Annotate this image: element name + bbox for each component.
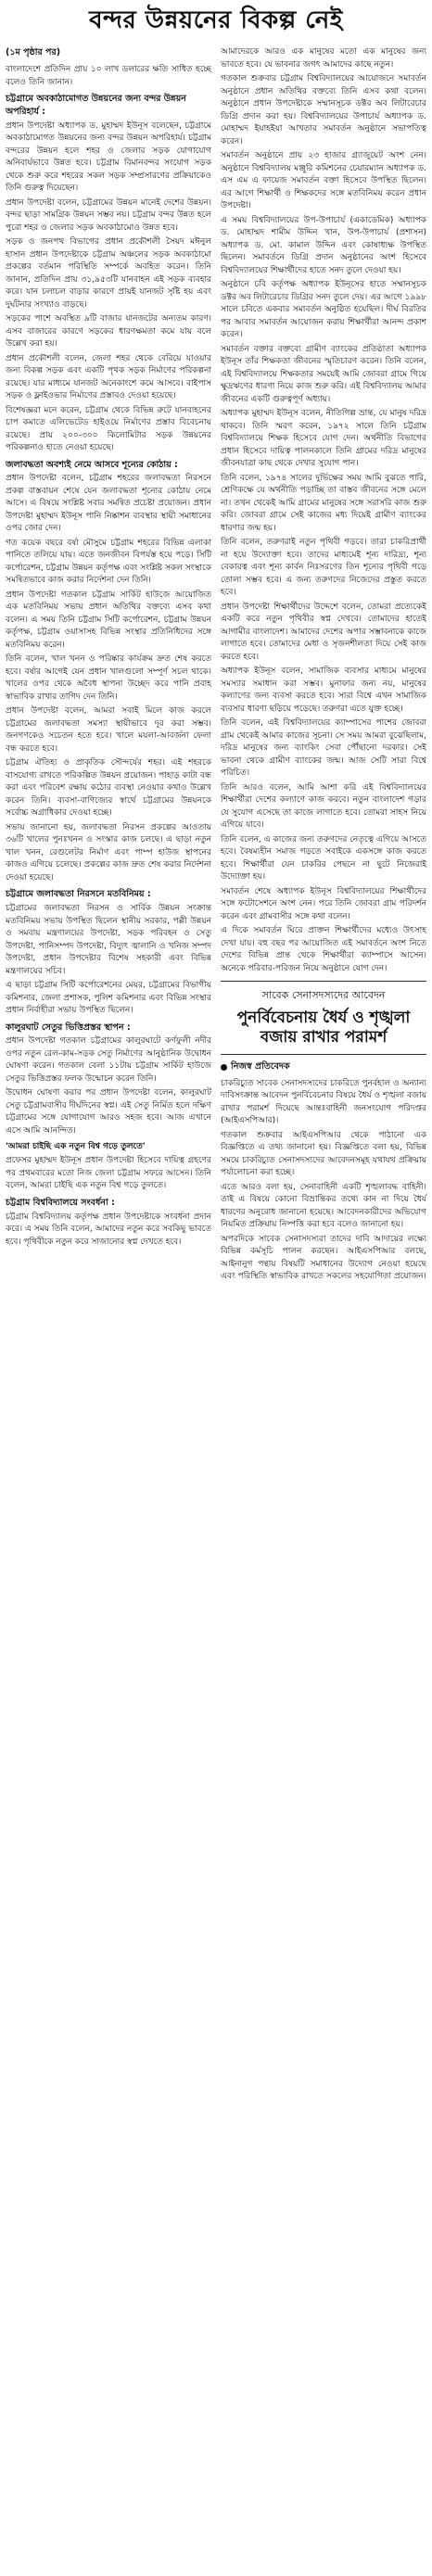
paragraph: সভায় জানানো হয়, জলাবদ্ধতা নিরসন প্রকল্পের আওতায় ৩৬টি খালের পুনঃখনন ও সংস্কার কাজ চলছে। এ ছাড়া নতুন খাল খনন, রেগুলেটর নির্মাণ এবং পাম্প হাউজ স্থাপনের কাজও এগিয়ে চলেছে। প্রকল্পের কাজ দ্রুত শেষ করার নির্দেশনা দেওয়া হয়েছে। [6, 822, 211, 882]
paragraph: প্রধান উপদেষ্টা গতকাল চট্টগ্রাম সার্কিট হাউজে আয়োজিত এক মতবিনিময় সভায় প্রধান অতিথির বক্তব্যে এসব কথা বলেন। এ সময় তিনি চট্টগ্রাম সিটি কর্পোরেশন, চট্টগ্রাম উন্নয়ন কর্তৃপক্ষ, চট্টগ্রাম ওয়াসাসহ বিভিন্ন সংস্থার প্রতিনিধিদের সঙ্গে মতবিনিময় করেন। [6, 590, 211, 650]
paragraph: প্রধান উপদেষ্টা বলেন, চট্টগ্রাম শহরের জলাবদ্ধতা নিরসনে প্রকল্প বাস্তবায়ন শেষে যেন জলাবদ্ধতা শূন্যের কোঠায় নেমে আসে। এ বিষয়ে সংশ্লিষ্ট সবার সমন্বিত প্রচেষ্টা প্রয়োজন। প্রধান উপদেষ্টা মুহাম্মদ ইউনূস পানি নিষ্কাশন ব্যবস্থার স্থায়ী সমাধানের ওপর জোর দেন। [6, 474, 211, 534]
subheading: চট্টগ্রামে অবকাঠামোগত উন্নয়নের জন্য বন্দর উন্নয়ন অপরিহার্য : [6, 94, 186, 117]
paragraph: প্রধান উপদেষ্টা অধ্যাপক ড. মুহাম্মদ ইউনূস বলেছেন, চট্টগ্রামে অবকাঠামোগত উন্নয়নের জন্য বন্দর উন্নয়ন অপরিহার্য। চট্টগ্রাম বন্দরের উন্নয়ন হলে শহর ও জেলার সড়ক যোগাযোগ অনিবার্যভাবে উন্নত হবে। চট্টগ্রাম বিমানবন্দর সংযোগ সড়ক থেকে শুরু করে শহরের সকল সড়ক সম্প্রসারণের প্রক্রিয়াকেও তিনি গুরুত্ব দিয়েছেন। [6, 121, 211, 194]
paragraph: অধ্যাপক মুহাম্মদ ইউনূস বলেন, নীতিগিল্প ভ্রান্ত, যে মানুষ দরিদ্র থাকবে। তিনি স্মরণ করেন, ১৯৭২ সালে তিনি চট্টগ্রাম বিশ্ববিদ্যালয়ে শিক্ষক হিসেবে যোগ দেন। অর্থনীতি বিভাগের প্রধান হিসেবে দায়িত্ব পালনকালে তিনি গ্রামের দরিদ্র মানুষের জীবনযাত্রা কাছ থেকে দেখার সুযোগ পান। [221, 409, 426, 468]
secondary-story [221, 1078, 426, 1284]
paragraph: তিনি বলেন, এই বিশ্ববিদ্যালয়ের ক্যাম্পাসের পাশের জোবরা গ্রাম থেকেই আমার কাজের সূচনা। সে সময় আমরা বুঝেছিলাম, দরিদ্র মানুষের জন্য ব্যাংকিং সেবা পৌঁছানো দরকার। সেই ভাবনা থেকে গ্রামীণ ব্যাংকের জন্ম। আজ সেটি সারা বিশ্বে পরিচিত। [221, 718, 426, 778]
paragraph: সড়কের পাশে অবস্থিত ৯টি বাজার যানজটের অন্যতম কারণ। এসব বাজারের কারণে সড়কের ধারণক্ষমতা কমে যায় বলে উল্লেখ করা হয়। [6, 314, 211, 349]
paragraph: প্রধান প্রকৌশলী বলেন, জেলা শহর থেকে বেরিয়ে যাওয়ার জন্য বিকল্প সড়ক এবং একটি পৃথক সড়ক নির্মাণের পরিকল্পনা রয়েছে। যার মাধ্যমে যানজট অনেকাংশে কমে আসবে। বাইপাস সড়ক ও ফ্লাইওভার নির্মাণের প্রস্তাবও দেওয়া হয়েছে। [6, 353, 211, 401]
paragraph: চাকরিচ্যুত সাবেক সেনাসদস্যদের চাকরিতে পুনর্বহাল ও অন্যান্য দাবিসংক্রান্ত আবেদন পুনর্বিবেচনার বিষয়ে ধৈর্য ও শৃঙ্খলা বজায় রাখার পরামর্শ দিয়েছে আন্তঃবাহিনী জনসংযোগ পরিদপ্তর (আইএসপিআর)। [221, 1078, 426, 1125]
paragraph: সমাবর্তন বক্তার বক্তব্যে গ্রামীণ ব্যাংকের প্রতিষ্ঠাতা অধ্যাপক ইউনূস তাঁর শিক্ষকতা জীবনের স্মৃতিচারণ করেন। তিনি বলেন, এই বিশ্ববিদ্যালয়ে শিক্ষকতার সময়েই আমি জোবরা গ্রামে গিয়ে ক্ষুদ্রঋণের ধারণা নিয়ে কাজ শুরু করি। এই বিশ্ববিদ্যালয় আমার জীবনের একটি গুরুত্বপূর্ণ অধ্যায়। [221, 344, 426, 404]
paragraph: তিনি বলেন, ১৯৭৪ সালের দুর্ভিক্ষের সময় আমি বুঝতে পারি, শ্রেণিকক্ষে যে অর্থনীতি পড়াচ্ছি তা বাস্তব জীবনের সঙ্গে মেলে না। তখন থেকেই আমি গ্রামের মানুষের সঙ্গে সরাসরি কাজ শুরু করি। জোবরা গ্রামে সেই কাজের মধ্য দিয়েই গ্রামীণ ব্যাংকের ধারণার জন্ম হয়। [221, 473, 426, 533]
paragraph: প্রধান উপদেষ্টা গতকাল চট্টগ্রামের কালুরঘাটে কর্ণফুলী নদীর ওপর নতুন রেল-কাম-সড়ক সেতু নির্মাণের আনুষ্ঠানিক উদ্বোধন ঘোষণা করেন। গতকাল বেলা ১১টায় চট্টগ্রাম সার্কিট হাউজে সেতুর ভিত্তিপ্রস্তর ফলক উন্মোচন করেন তিনি। [6, 1036, 211, 1084]
continued-note: (১ম পৃষ্ঠার পর) [6, 47, 61, 57]
secondary-kicker: সাবেক সেনাসদস্যদের আবেদন [261, 989, 386, 1001]
paragraph: গতকাল শুক্রবার চট্টগ্রাম বিশ্ববিদ্যালয়ের আয়োজনে সমাবর্তন অনুষ্ঠানে প্রধান অতিথির বক্তব্যে তিনি এসব কথা বলেন। অনুষ্ঠানে প্রধান উপদেষ্টাকে সম্মানসূচক ডক্টর অব লিটারেচার ডিগ্রি প্রদান করা হয়। বিশ্ববিদ্যালয়ের উপাচার্য অধ্যাপক ড. মোহাম্মদ ইয়াহইয়া আখতার সমাবর্তন অনুষ্ঠানে সভাপতিত্ব করেন। [221, 74, 426, 146]
paragraph: সড়ক ও জনপথ বিভাগের প্রধান প্রকৌশলী সৈয়দ মঈনুল হাসান প্রধান উপদেষ্টাকে চট্টগ্রাম অঞ্চলের সড়ক অবকাঠামো প্রকল্পের বর্তমান পরিস্থিতি সম্পর্কে অবহিত করেন। তিনি জানান, প্রতিদিন প্রায় ৩১,৯৫৩টি যানবাহন এই সড়ক ব্যবহার করে। যান চলাচল বাড়ার কারণে প্রায়ই যানজট সৃষ্টি হয় এবং দুর্ঘটনার সংখ্যাও বাড়ছে। [6, 237, 211, 310]
right-column [221, 46, 426, 2570]
byline-text: নিজস্ব প্রতিবেদক [231, 1060, 290, 1072]
paragraph: এ দিকে সমাবর্তন ঘিরে প্রাক্তন শিক্ষার্থীদের মধ্যেও উৎসাহ দেখা যায়। বহু বছর পর আয়োজিত এই সমাবর্তনে অংশ নিতে দেশের বিভিন্ন প্রান্ত থেকে শিক্ষার্থীরা ক্যাম্পাসে আসেন। অনেকে পরিবার-পরিজন নিয়ে অনুষ্ঠানে যোগ দেন। [221, 926, 426, 973]
article-columns [6, 46, 426, 2570]
paragraph: প্রফেসর মুহাম্মদ ইউনূস প্রধান উপদেষ্টা হিসেবে দায়িত্ব গ্রহণের পর প্রথমবারের মতো নিজ জেলা চট্টগ্রাম সফরে আসেন। তিনি বলেন, আমরা চাইছি এক নতুন বিশ্ব গড়ে তুলতে। [6, 1156, 211, 1191]
secondary-headline-box [221, 981, 426, 1055]
paragraph: চট্টগ্রাম বিশ্ববিদ্যালয় কর্তৃপক্ষ প্রধান উপদেষ্টাকে সংবর্ধনা প্রদান করে। এ সময় তিনি বলেন, আমাদের নতুন করে সবকিছু ভাবতে হবে। পৃথিবীকে নতুন করে সাজানোর স্বপ্ন দেখতে হবে। [6, 1212, 211, 1247]
paragraph: তিনি আরও বলেন, আমি আশা করি এই বিশ্ববিদ্যালয়ের শিক্ষার্থীরা দেশের কল্যাণে কাজ করবে। নতুন বাংলাদেশ গড়ার যে সুযোগ এসেছে তা কাজে লাগাতে হবে। তোমরা সাহস নিয়ে এগিয়ে যাবে। [221, 782, 426, 830]
main-headline: বন্দর উন্নয়নের বিকল্প নেই [89, 6, 343, 34]
paragraph: চট্টগ্রাম ঐতিহ্য ও প্রাকৃতিক সৌন্দর্যের শহর। এই শহরকে বাসযোগ্য রাখতে পরিকল্পিত উন্নয়ন প্রয়োজন। পাহাড় কাটা বন্ধ করা এবং পরিবেশ রক্ষায় কঠোর ব্যবস্থা নেওয়ার কথাও উল্লেখ করেন তিনি। ব্যবসা-বাণিজ্যের স্বার্থে চট্টগ্রামের উন্নয়নকে সর্বোচ্চ অগ্রাধিকার দেওয়া হচ্ছে। [6, 758, 211, 818]
paragraph: গতকাল শুক্রবার আইএসপিআর থেকে পাঠানো এক বিজ্ঞপ্তিতে এ তথ্য জানানো হয়। বিজ্ঞপ্তিতে বলা হয়, বিভিন্ন সময়ে চাকরিচ্যুত সেনাসদস্যদের আবেদনসমূহ যথাযথ প্রক্রিয়ায় পর্যালোচনা করা হচ্ছে। [221, 1130, 426, 1177]
paragraph: তিনি বলেন, তরুণরাই নতুন পৃথিবী গড়বে। তারা চাকরিপ্রার্থী না হয়ে উদ্যোক্তা হবে। তাদের মাধ্যমেই শূন্য দারিদ্র্য, শূন্য বেকারত্ব এবং শূন্য কার্বন নিঃসরণের তিন শূন্যের পৃথিবী গড়ে তোলা সম্ভব হবে। এ জন্য তরুণদের নিজেদের প্রস্তুত করতে হবে। [221, 538, 426, 597]
subheading: জলাবদ্ধতা অবশ্যই নেমে আসবে শূন্যের কোঠায় : [6, 459, 178, 470]
paragraph: সমাবর্তন শেষে অধ্যাপক ইউনূস বিশ্ববিদ্যালয়ের শিক্ষার্থীদের সঙ্গে ফটোসেশনে অংশ নেন। পরে তিনি জোবরা গ্রাম পরিদর্শন করেন এবং গ্রামবাসীর সঙ্গে কথা বলেন। [221, 886, 426, 921]
paragraph: প্রধান উপদেষ্টা শিক্ষার্থীদের উদ্দেশে বলেন, তোমরা প্রত্যেকেই একটি করে নতুন পৃথিবীর স্বপ্ন দেখবে। তোমাদের হাতেই আগামীর বাংলাদেশ। আমাদের দেশের অপার সম্ভাবনাকে কাজে লাগাতে হবে। তোমাদের মেধা ও সৃজনশীলতা দিয়ে সেই কাজ করতে হবে। [221, 602, 426, 662]
paragraph: সমাবর্তন অনুষ্ঠানে প্রায় ২৩ হাজার গ্র্যাজুয়েট অংশ নেন। অনুষ্ঠানে বিশ্ববিদ্যালয় মঞ্জুরি কমিশনের চেয়ারম্যান অধ্যাপক ড. এস এম এ ফায়েজ সমাবর্তন বক্তা হিসেবে উপস্থিত ছিলেন। এর আগে শিক্ষার্থী ও শিক্ষকদের সঙ্গে মতবিনিময় করেন প্রধান উপদেষ্টা। [221, 151, 426, 210]
paragraph: উদ্বোধন ঘোষণা করার পর প্রধান উপদেষ্টা বলেন, কালুরঘাট সেতু চট্টগ্রামবাসীর দীর্ঘদিনের স্বপ্ন। এই সেতু নির্মিত হলে দক্ষিণ চট্টগ্রামের সঙ্গে যোগাযোগ আরও সহজ হবে। আজ এখানে এসে আমি আনন্দিত। [6, 1088, 211, 1136]
paragraph: চট্টগ্রামের জলাবদ্ধতা নিরসন ও সার্বিক উন্নয়ন সংক্রান্ত মতবিনিময় সভায় উপস্থিত ছিলেন স্থানীয় সরকার, পল্লী উন্নয়ন ও সমবায় মন্ত্রণালয়ের উপদেষ্টা, সড়ক পরিবহন ও সেতু উপদেষ্টা, পানিসম্পদ উপদেষ্টা, বিদ্যুৎ জ্বালানি ও খনিজ সম্পদ উপদেষ্টা, প্রধান উপদেষ্টার বিশেষ সহকারী এবং বিভিন্ন মন্ত্রণালয়ের সচিব। [6, 904, 211, 976]
paragraph: গত কয়েক বছরে বর্ষা মৌসুমে চট্টগ্রাম শহরের বিভিন্ন এলাকা পানিতে তলিয়ে যায়। এতে জনজীবন বিপর্যস্ত হয়ে পড়ে। সিটি কর্পোরেশন, চট্টগ্রাম উন্নয়ন কর্তৃপক্ষ এবং সংশ্লিষ্ট সকল সংস্থাকে সমন্বিতভাবে কাজ করার নির্দেশনা দেন তিনি। [6, 538, 211, 586]
bullet-icon [221, 1064, 227, 1071]
paragraph: অপরদিকে সাবেক সেনাসদস্যরা তাদের দাবি আদায়ের লক্ষ্যে বিভিন্ন কর্মসূচি পালন করছেন। আইএসপিআর বলছে, আইনানুগ পন্থায় বিষয়টি সমাধানের উদ্যোগ নেওয়া হয়েছে এবং পরিস্থিতি স্বাভাবিক রাখতে সকলের সহযোগিতা প্রয়োজন। [221, 1234, 426, 1281]
newspaper-page [0, 6, 432, 2576]
paragraph: অধ্যাপক ইউনূস বলেন, সামাজিক ব্যবসার মাধ্যমে মানুষের সমস্যার সমাধান করা সম্ভব। মুনাফার জন্য নয়, মানুষের কল্যাণের জন্য ব্যবসা করতে হবে। সারা বিশ্বে এখন সামাজিক ব্যবসার ধারণা ছড়িয়ে পড়েছে। তরুণরা এতে যুক্ত হচ্ছে। [221, 666, 426, 714]
byline [221, 1060, 426, 1074]
left-column [6, 46, 211, 2570]
paragraph: এতে আরও বলা হয়, সেনাবাহিনী একটি শৃঙ্খলাবদ্ধ বাহিনী। তাই এ বিষয়ে কোনো বিভ্রান্তিকর তথ্যে কান না দিয়ে ধৈর্য ধারণের অনুরোধ জানানো হয়েছে। আবেদনকারীদের অভিযোগ নিয়মিত প্রক্রিয়ায় নিষ্পত্তি করা হবে বলেও জানানো হয়। [221, 1182, 426, 1229]
paragraph: আমাদেরকে আরও এক মানুষের মতো এক মানুষের জন্য ভাবতে হবে। যে ভাবনার জগৎ আমাদের কাছে নতুন। [221, 47, 426, 70]
paragraph: বাংলাদেশে প্রতিদিন প্রায় ১০ লাখ ডলারের ক্ষতি সাধিত হচ্ছে বলেও তিনি জানান। [6, 65, 211, 87]
subheading: চট্টগ্রাম বিশ্ববিদ্যালয়ে সংবর্ধনা : [6, 1197, 115, 1208]
paragraph: এ সময় বিশ্ববিদ্যালয়ের উপ-উপাচার্য (একাডেমিক) অধ্যাপক ড. মোহাম্মদ শামীম উদ্দিন খান, উপ-উপাচার্য (প্রশাসন) অধ্যাপক ড. মো. কামাল উদ্দিন এবং কোষাধ্যক্ষ উপস্থিত ছিলেন। সমাবর্তনে ডিগ্রি প্রদান অনুষ্ঠানের অংশ হিসেবে বিশ্ববিদ্যালয়ের শিক্ষার্থীদের হাতে সনদ তুলে দেওয়া হয়। [221, 215, 426, 275]
paragraph: তিনি বলেন, এ কাজের জন্য তরুণদের নেতৃত্বে এগিয়ে আসতে হবে। বৈষম্যহীন সমাজ গড়তে সবাইকে একসঙ্গে কাজ করতে হবে। শিক্ষার্থীরা যেন চাকরির পেছনে না ছুটে নিজেরাই উদ্যোক্তা হয়। [221, 834, 426, 882]
paragraph: বিশেষজ্ঞরা মনে করেন, চট্টগ্রাম থেকে বিভিন্ন রুটে যানবাহনের চাপ কমাতে এলিভেটেড হাইওয়ে নির্মাণের প্রস্তাব বিবেচনায় রয়েছে। প্রায় ২০০-৩০০ কিলোমিটার সড়ক উন্নয়নের পরিকল্পনাও হাতে নেওয়া হয়েছে। [6, 405, 211, 453]
paragraph: অনুষ্ঠানে চবি কর্তৃপক্ষ অধ্যাপক ইউনূসের হাতে সম্মানসূচক ডক্টর অব লিটারেচার ডিগ্রির সনদ তুলে দেয়। এর আগে ১৯৯৮ সালে চবিতে একবার সমাবর্তন অনুষ্ঠিত হয়েছিল। দীর্ঘ বিরতির পর আবার সমাবর্তন আয়োজন করায় শিক্ষার্থীরা আনন্দ প্রকাশ করেন। [221, 280, 426, 339]
secondary-headline: পুনর্বিবেচনায় ধৈর্য ও শৃঙ্খলা বজায় রাখার পরামর্শ [236, 1009, 411, 1047]
subheading: চট্টগ্রামে জলাবদ্ধতা নিরসনে মতবিনিময় : [6, 889, 151, 900]
paragraph: এ ছাড়া চট্টগ্রাম সিটি কর্পোরেশনের মেয়র, চট্টগ্রামের বিভাগীয় কমিশনার, জেলা প্রশাসক, পুলিশ কমিশনার এবং বিভিন্ন সংস্থার প্রধান নির্বাহীরা সভায় উপস্থিত ছিলেন। [6, 981, 211, 1016]
paragraph: তিনি বলেন, খাল খনন ও পরিষ্কার কার্যক্রম দ্রুত শেষ করতে হবে। বর্ষার আগেই যেন প্রধান খালগুলো সম্পূর্ণ সচল থাকে। খালের ওপর থেকে অবৈধ স্থাপনা উচ্ছেদ করে পানি প্রবাহ স্বাভাবিক রাখার তাগিদ দেন তিনি। [6, 654, 211, 702]
paragraph: প্রধান উপদেষ্টা বলেন, আমরা সবাই মিলে কাজ করলে চট্টগ্রামের জলাবদ্ধতা সমস্যা স্থায়ীভাবে দূর করা সম্ভব। জনগণকেও সচেতন হতে হবে। খালে ময়লা-আবর্জনা ফেলা বন্ধ করতে হবে। [6, 706, 211, 754]
paragraph: প্রধান উপদেষ্টা বলেন, চট্টগ্রামের উন্নয়ন মানেই দেশের উন্নয়ন। বন্দর ছাড়া সামগ্রিক উন্নয়ন সম্ভব নয়। চট্টগ্রাম বন্দর উন্নত হলে পুরো শহর ও জেলার সড়ক অবকাঠামোও উন্নত হবে। [6, 197, 211, 233]
subheading: কালুরঘাট সেতুর ভিত্তিপ্রস্তর স্থাপন : [6, 1022, 131, 1033]
right-main-story [221, 46, 426, 975]
pull-quote-heading: 'আমরা চাইছি এক নতুন বিশ্ব গড়ে তুলতে' [6, 1142, 146, 1152]
